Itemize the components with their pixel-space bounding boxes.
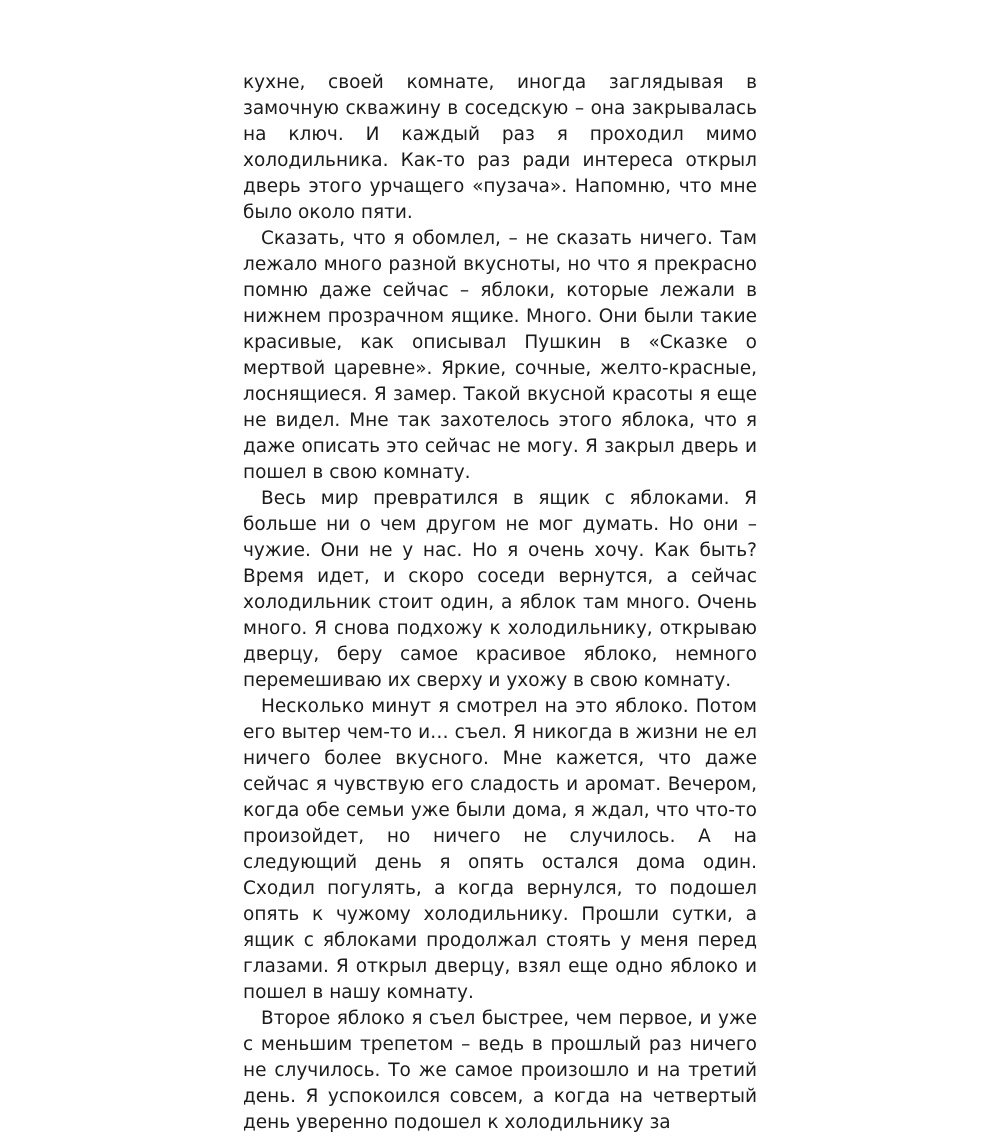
paragraph-1: кухне, своей комнате, иногда заглядывая в замочную скважину в соседскую – она закрывалась на ключ. И каждый раз я проходил мимо холодильника. Как-то раз ради интереса открыл дверь этого урчащего «пузача». Напомню, что мне было около пяти. [243,72,757,223]
paragraph-3: Весь мир превратился в ящик с яблоками. Я больше ни о чем другом не мог думать. Но они – чужие. Они не у нас. Но я очень хочу. Как быть? Время идет, и скоро соседи вернутся, а сейчас холодильник стоит один, а яблок там много. Очень много. Я снова подхожу к холодильнику, открываю дверцу, беру самое красивое яблоко, немного перемешиваю их сверху и ухожу в свою комнату. [243,488,757,691]
paragraph-4: Несколько минут я смотрел на это яблоко. Потом его вытер чем-то и… съел. Я никогда в жизни не ел ничего более вкусного. Мне кажется, что даже сейчас я чувствую его сладость и аромат. Вечером, когда обе семьи уже были дома, я ждал, что что-то произойдет, но ничего не случилось. А на следующий день я опять остался дома один. Сходил погулять, а когда вернулся, то подошел опять к чужому холодильнику. Прошли сутки, а ящик с яблоками продолжал стоять у меня перед глазами. Я открыл дверцу, взял еще одно яблоко и пошел в нашу комнату. [243,696,757,1003]
page-text [243,70,757,1136]
paragraph-5: Второе яблоко я съел быстрее, чем первое, и уже с меньшим трепетом – ведь в прошлый раз ничего не случилось. То же самое произошло и на третий день. Я успокоился совсем, а когда на четвертый день уверенно подошел к холодильнику за [243,1008,757,1133]
paragraph-2: Сказать, что я обомлел, – не сказать ничего. Там лежало много разной вкусноты, но что я прекрасно помню даже сейчас – яблоки, которые лежали в нижнем прозрачном ящике. Много. Они были такие красивые, как описывал Пушкин в «Сказке о мертвой царевне». Яркие, сочные, желто-красные, лоснящиеся. Я замер. Такой вкусной красоты я еще не видел. Мне так захотелось этого яблока, что я даже описать это сейчас не могу. Я закрыл дверь и пошел в свою комнату. [243,228,757,483]
